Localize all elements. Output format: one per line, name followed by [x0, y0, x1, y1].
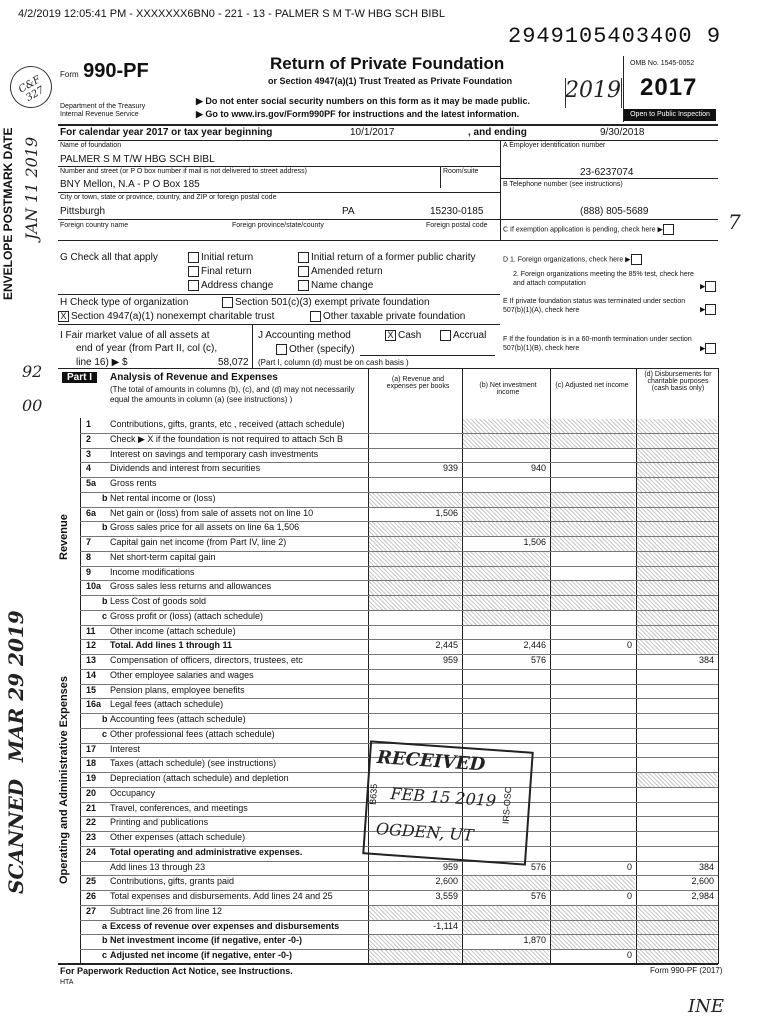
- initial-return-checkbox[interactable]: [188, 252, 199, 263]
- line-label: Income modifications: [110, 566, 195, 577]
- line-label: Net gain or (loss) from sale of assets not on line 10: [110, 507, 314, 518]
- table-row: [58, 507, 718, 522]
- part1-title: Analysis of Revenue and Expenses: [110, 372, 278, 383]
- line-label: Add lines 13 through 23: [110, 861, 206, 872]
- line-label: Compensation of officers, directors, trustees, etc: [110, 655, 303, 666]
- omb-number: OMB No. 1545-0052: [630, 60, 695, 67]
- shaded-cell: [551, 434, 635, 448]
- amended-return-option[interactable]: Amended return: [298, 266, 383, 277]
- status-terminated-checkbox[interactable]: [705, 304, 716, 315]
- shaded-cell: [463, 950, 549, 964]
- city: Pittsburgh: [60, 206, 106, 217]
- line-sub-letter: b: [102, 596, 108, 607]
- shaded-cell: [551, 876, 635, 890]
- shaded-cell: [637, 434, 717, 448]
- line-sub-letter: c: [102, 610, 108, 621]
- section-h-label: H Check type of organization: [60, 297, 189, 308]
- line-label: Excess of revenue over expenses and disbursements: [110, 920, 340, 931]
- ssn-notice: ▶ Do not enter social security numbers on this form as it may be made public.: [196, 96, 530, 106]
- tax-year-end: 9/30/2018: [600, 127, 645, 138]
- table-row: [58, 905, 718, 920]
- shaded-cell: [369, 581, 461, 595]
- shaded-cell: [463, 419, 549, 433]
- line-label: Other income (attach schedule): [110, 625, 236, 636]
- shaded-cell: [637, 596, 717, 610]
- table-row: [58, 949, 718, 964]
- line-label: Interest: [110, 743, 141, 754]
- irs-url-notice: ▶ Go to www.irs.gov/Form990PF for instructions and the latest information.: [196, 109, 520, 119]
- irs-label: Internal Revenue Service: [60, 111, 139, 118]
- shaded-cell: [463, 596, 549, 610]
- calendar-year-label: For calendar year 2017 or tax year beginning: [60, 127, 273, 138]
- form-number-block: [60, 60, 180, 83]
- final-return-option[interactable]: Final return: [188, 266, 252, 277]
- shaded-cell: [369, 522, 461, 536]
- phone-number: (888) 805-5689: [580, 206, 649, 217]
- table-row: [58, 920, 718, 935]
- tax-year-begin: 10/1/2017: [350, 127, 395, 138]
- street-label: Number and street (or P O box number if mail is not delivered to street address): [60, 168, 307, 175]
- scan-header: 4/2/2019 12:05:41 PM - XXXXXXX6BN0 - 221 - 13 - PALMER S M T-W HBG SCH BIBL: [18, 8, 445, 20]
- table-row: [58, 934, 718, 949]
- line-number: 23: [86, 832, 97, 843]
- shaded-cell: [637, 567, 717, 581]
- org-4947-option[interactable]: X Section 4947(a)(1) nonexempt charitable trust: [58, 311, 274, 322]
- line-label: Gross sales less returns and allowances: [110, 581, 272, 592]
- shaded-cell: [637, 921, 717, 935]
- line-label: Dividends and interest from securities: [110, 463, 261, 474]
- section-g-label: G Check all that apply: [60, 252, 158, 263]
- name-change-checkbox[interactable]: [298, 280, 309, 291]
- table-row: [58, 566, 718, 581]
- cash-checkbox[interactable]: X: [385, 330, 396, 341]
- line-number: 24: [86, 846, 97, 857]
- amount-col-c: 0: [626, 950, 632, 961]
- table-row: [58, 861, 718, 876]
- amount-col-a: -1,114: [433, 920, 458, 931]
- table-row: [58, 875, 718, 890]
- shaded-cell: [637, 950, 717, 964]
- table-row: [58, 625, 718, 640]
- shaded-cell: [637, 626, 717, 640]
- shaded-cell: [369, 950, 461, 964]
- line-sub-letter: b: [102, 492, 108, 503]
- scanned-label: SCANNED: [4, 778, 28, 894]
- line-label: Total operating and administrative expenses.: [110, 846, 303, 857]
- foreign-country-label: Foreign country name: [60, 222, 129, 229]
- name-change-option[interactable]: Name change: [298, 280, 373, 291]
- shaded-cell: [463, 434, 549, 448]
- other-method-option[interactable]: Other (specify): [276, 344, 355, 355]
- shaded-cell: [551, 581, 635, 595]
- shaded-cell: [369, 906, 461, 920]
- line-label: Accounting fees (attach schedule): [110, 714, 246, 725]
- margin-note-00: 00: [22, 396, 43, 415]
- line-label: Legal fees (attach schedule): [110, 699, 224, 710]
- form-title: Return of Private Foundation: [270, 54, 505, 73]
- line-label: Gross sales price for all assets on line 6a 1,506: [110, 522, 300, 533]
- received-stamp-side: IRS-OSC: [500, 786, 514, 825]
- line-label: Check ▶ X if the foundation is not required to attach Sch B: [110, 433, 344, 444]
- amended-return-checkbox[interactable]: [298, 266, 309, 277]
- tax-year: 2017: [640, 74, 698, 101]
- amount-col-b: 2,446: [523, 640, 546, 651]
- shaded-cell: [637, 449, 717, 463]
- line-number: 22: [86, 817, 97, 828]
- status-terminated-checkbox-wrap: ▶: [700, 304, 718, 315]
- table-row: [58, 433, 718, 448]
- shaded-cell: [637, 906, 717, 920]
- open-to-public-banner: Open to Public Inspection: [624, 109, 716, 121]
- table-row: [58, 521, 718, 536]
- shaded-cell: [637, 508, 717, 522]
- amount-col-b: 1,870: [523, 935, 546, 946]
- line-sub-letter: b: [102, 714, 108, 725]
- table-row: [58, 610, 718, 625]
- table-row: [58, 580, 718, 595]
- shaded-cell: [637, 463, 717, 477]
- line-number: 3: [86, 448, 92, 459]
- shaded-cell: [637, 537, 717, 551]
- amount-col-a: 2,445: [435, 640, 458, 651]
- line-number: 20: [86, 787, 97, 798]
- termination-checkbox[interactable]: [705, 343, 716, 354]
- line-label: Travel, conferences, and meetings: [110, 802, 248, 813]
- line-label: Pension plans, employee benefits: [110, 684, 245, 695]
- line-number: 1: [86, 419, 92, 429]
- received-stamp-code: B635: [367, 783, 380, 806]
- termination-f: F If the foundation is in a 60-month termination under section 507(b)(1)(B), check here: [503, 336, 692, 352]
- line-label: Other professional fees (attach schedule): [110, 728, 275, 739]
- accrual-option[interactable]: Accrual: [440, 330, 486, 341]
- shaded-cell: [369, 567, 461, 581]
- shaded-cell: [637, 522, 717, 536]
- table-row: [58, 684, 718, 699]
- shaded-cell: [637, 552, 717, 566]
- paperwork-notice: For Paperwork Reduction Act Notice, see Instructions.: [60, 966, 293, 976]
- fmv-line2: end of year (from Part II, col (c),: [76, 343, 218, 354]
- table-row: [58, 654, 718, 669]
- envelope-postmark-date: JAN 11 2019: [22, 136, 41, 240]
- scanned-stamp: [4, 610, 28, 894]
- form-subtitle: or Section 4947(a)(1) Trust Treated as Private Foundation: [268, 76, 513, 86]
- shaded-cell: [551, 906, 635, 920]
- initial-former-checkbox[interactable]: [298, 252, 309, 263]
- foreign-org-checkbox[interactable]: [631, 254, 642, 265]
- foundation-name: PALMER S M T/W HBG SCH BIBL: [60, 154, 215, 165]
- line-label: Subtract line 26 from line 12: [110, 905, 223, 916]
- amount-col-c: 0: [626, 640, 632, 651]
- shaded-cell: [637, 773, 717, 787]
- received-stamp-date: FEB 15 2019: [389, 783, 497, 811]
- amount-col-d: 384: [698, 655, 714, 666]
- line-number: 25: [86, 876, 97, 887]
- table-row: [58, 418, 718, 433]
- org-4947-checkbox[interactable]: X: [58, 311, 69, 322]
- table-row: [58, 448, 718, 463]
- exemption-pending-checkbox[interactable]: [663, 224, 674, 235]
- hta-label: HTA: [60, 979, 74, 986]
- table-row: [58, 669, 718, 684]
- shaded-cell: [369, 596, 461, 610]
- line-label: Gross rents: [110, 478, 157, 489]
- scanned-date: MAR 29 2019: [4, 610, 28, 762]
- address-change-checkbox[interactable]: [188, 280, 199, 291]
- line-label: Net short-term capital gain: [110, 551, 216, 562]
- line-sub-letter: c: [102, 728, 108, 739]
- shaded-cell: [637, 581, 717, 595]
- line-label: Total expenses and disbursements. Add lines 24 and 25: [110, 891, 333, 902]
- foreign-org-d2: 2. Foreign organizations meeting the 85% test, check here and attach computation: [513, 271, 694, 287]
- amount-col-c: 0: [626, 891, 632, 902]
- other-method-checkbox[interactable]: [276, 344, 287, 355]
- line-sub-letter: c: [102, 950, 108, 961]
- amount-col-b: 576: [530, 891, 546, 902]
- handwritten-initials: INE: [688, 996, 724, 1017]
- revenue-side-label: Revenue: [58, 514, 70, 560]
- line-number: 10a: [86, 581, 102, 592]
- handwritten-mark: 7: [728, 210, 741, 234]
- line-label: Printing and publications: [110, 817, 209, 828]
- shaded-cell: [463, 493, 549, 507]
- shaded-cell: [637, 493, 717, 507]
- accounting-method-label: J Accounting method: [258, 330, 351, 341]
- amount-col-a: 3,559: [435, 891, 458, 902]
- line-label: Adjusted net income (if negative, enter -0-): [110, 950, 293, 961]
- termination-checkbox-wrap: ▶: [700, 343, 718, 354]
- room-label: Room/suite: [443, 168, 479, 175]
- line-number: 7: [86, 537, 92, 548]
- line-label: Other expenses (attach schedule): [110, 832, 246, 843]
- line-label: Total. Add lines 1 through 11: [110, 640, 233, 651]
- table-row: [58, 728, 718, 743]
- cash-option[interactable]: X Cash: [385, 330, 421, 341]
- line-label: Capital gain net income (from Part IV, line 2): [110, 537, 287, 548]
- shaded-cell: [463, 611, 549, 625]
- envelope-postmark-stamp: [1, 127, 15, 300]
- table-row: [58, 713, 718, 728]
- shaded-cell: [637, 640, 717, 654]
- line-number: 2: [86, 433, 92, 444]
- shaded-cell: [551, 522, 635, 536]
- amount-col-d: 2,984: [691, 891, 714, 902]
- amount-col-a: 1,506: [435, 507, 458, 518]
- shaded-cell: [551, 921, 635, 935]
- line-sub-letter: a: [102, 920, 108, 931]
- shaded-cell: [463, 567, 549, 581]
- phone-label: B Telephone number (see instructions): [503, 181, 623, 188]
- table-row: [58, 477, 718, 492]
- fmv-line1: I Fair market value of all assets at: [60, 330, 210, 341]
- handwritten-bracket: [565, 78, 622, 108]
- amount-col-a: 939: [442, 463, 458, 474]
- table-row: [58, 492, 718, 507]
- final-return-checkbox[interactable]: [188, 266, 199, 277]
- col-a-header: (a) Revenue and expenses per books: [386, 376, 450, 390]
- zip-code: 15230-0185: [430, 206, 484, 217]
- col-c-header: (c) Adjusted net income: [555, 382, 629, 389]
- expenses-side-label: Operating and Administrative Expenses: [58, 675, 70, 884]
- initial-former-option[interactable]: Initial return of a former public charity: [298, 252, 476, 263]
- ein-label: A Employer identification number: [503, 142, 606, 149]
- amount-col-b: 1,506: [523, 537, 546, 548]
- table-column-divider: [718, 368, 719, 964]
- shaded-cell: [463, 552, 549, 566]
- shaded-cell: [369, 935, 461, 949]
- amount-col-a: 959: [442, 861, 458, 872]
- shaded-cell: [463, 876, 549, 890]
- margin-note-92: 92: [22, 362, 43, 381]
- fmv-line3: line 16) ▶ $: [76, 357, 128, 368]
- table-row: [58, 551, 718, 566]
- cash-basis-note: (Part I, column (d) must be on cash basis ): [258, 358, 409, 367]
- address-change-option[interactable]: Address change: [188, 280, 273, 291]
- org-other-taxable-option[interactable]: Other taxable private foundation: [310, 311, 465, 322]
- line-label: Less Cost of goods sold: [110, 596, 207, 607]
- shaded-cell: [551, 596, 635, 610]
- line-number: 13: [86, 655, 97, 666]
- shaded-cell: [637, 611, 717, 625]
- shaded-cell: [369, 493, 461, 507]
- line-label: Net rental income or (loss): [110, 492, 216, 503]
- street-address: BNY Mellon, N.A - P O Box 185: [60, 179, 200, 190]
- name-label: Name of foundation: [60, 142, 122, 149]
- foreign-postal-label: Foreign postal code: [426, 222, 488, 229]
- line-label: Net investment income (if negative, enter -0-): [110, 935, 303, 946]
- line-number: 16a: [86, 699, 102, 710]
- org-other-taxable-checkbox[interactable]: [310, 311, 321, 322]
- shaded-cell: [551, 493, 635, 507]
- col-b-header: (b) Net investment income: [479, 382, 537, 396]
- received-stamp-title: RECEIVED: [376, 746, 486, 776]
- envelope-postmark-label: ENVELOPE POSTMARK DATE: [1, 127, 15, 300]
- line-sub-letter: b: [102, 935, 108, 946]
- line-sub-letter: b: [102, 522, 108, 533]
- shaded-cell: [463, 522, 549, 536]
- part1-tag: Part I: [62, 372, 97, 383]
- line-number: 26: [86, 891, 97, 902]
- shaded-cell: [369, 537, 461, 551]
- document-locator-number: 2949105403400 9: [508, 24, 722, 49]
- line-label: Interest on savings and temporary cash investments: [110, 448, 319, 459]
- amount-col-d: 384: [698, 861, 714, 872]
- foreign-org-d1: D 1. Foreign organizations, check here ▶: [503, 254, 644, 265]
- fmv-value: 58,072: [218, 357, 249, 368]
- line-number: 4: [86, 463, 92, 474]
- received-stamp: [362, 740, 534, 865]
- received-stamp-city: OGDEN, UT: [375, 819, 475, 845]
- corner-circle-stamp: C&F 327: [2, 58, 59, 115]
- line-number: 15: [86, 684, 97, 695]
- shaded-cell: [637, 419, 717, 433]
- org-501c3-option[interactable]: Section 501(c)(3) exempt private foundation: [222, 297, 430, 308]
- line-number: 5a: [86, 478, 97, 489]
- shaded-cell: [463, 508, 549, 522]
- shaded-cell: [551, 537, 635, 551]
- and-ending-label: , and ending: [468, 127, 527, 138]
- line-label: Other employee salaries and wages: [110, 669, 254, 680]
- table-row: [58, 462, 718, 477]
- line-number: 9: [86, 566, 92, 577]
- exemption-pending-label: C If exemption application is pending, check here ▶: [503, 224, 676, 235]
- foreign-85-checkbox-wrap: ▶: [700, 281, 718, 292]
- line-label: Contributions, gifts, grants paid: [110, 876, 235, 887]
- foreign-province-label: Foreign province/state/county: [232, 222, 324, 229]
- city-label: City or town, state or province, country, and ZIP or foreign postal code: [60, 194, 277, 201]
- line-number: 6a: [86, 507, 97, 518]
- line-number: 11: [86, 625, 96, 636]
- treasury-dept: Department of the Treasury: [60, 103, 146, 110]
- shaded-cell: [551, 935, 635, 949]
- line-number: 18: [86, 758, 97, 769]
- line-number: 19: [86, 773, 97, 784]
- line-number: 27: [86, 905, 97, 916]
- initial-return-option[interactable]: Initial return: [188, 252, 253, 263]
- shaded-cell: [463, 581, 549, 595]
- shaded-cell: [637, 478, 717, 492]
- amount-col-a: 959: [442, 655, 458, 666]
- line-label: Depreciation (attach schedule) and depletion: [110, 773, 289, 784]
- line-number: 8: [86, 551, 92, 562]
- form-label: Form: [60, 70, 79, 79]
- form-footer-id: Form 990-PF (2017): [650, 966, 723, 975]
- ein-value: 23-6237074: [580, 167, 634, 178]
- amount-col-b: 576: [530, 655, 546, 666]
- table-row: [58, 536, 718, 551]
- shaded-cell: [637, 935, 717, 949]
- handwritten-year: 2019: [565, 78, 621, 103]
- accrual-checkbox[interactable]: [440, 330, 451, 341]
- table-row: [58, 639, 718, 654]
- amount-col-b: 576: [530, 861, 546, 872]
- org-501c3-checkbox[interactable]: [222, 297, 233, 308]
- shaded-cell: [551, 508, 635, 522]
- amount-col-a: 2,600: [435, 876, 458, 887]
- line-number: 21: [86, 802, 97, 813]
- line-number: 12: [86, 640, 97, 651]
- part1-description: (The total of amounts in columns (b), (c), and (d) may not necessarily equal the amounts in column (a) (see instructions) ): [110, 385, 355, 404]
- col-d-header: (d) Disbursements for charitable purposes (cash basis only): [644, 371, 712, 392]
- state: PA: [342, 206, 355, 217]
- amount-col-c: 0: [626, 861, 632, 872]
- part1-table: [58, 418, 718, 964]
- line-label: Occupancy: [110, 787, 156, 798]
- line-label: Contributions, gifts, grants, etc , received (attach schedule): [110, 419, 345, 429]
- foreign-85-checkbox[interactable]: [705, 281, 716, 292]
- line-number: 14: [86, 669, 97, 680]
- amount-col-b: 940: [530, 463, 546, 474]
- status-terminated-e: E If private foundation status was terminated under section 507(b)(1)(A), check here: [503, 298, 686, 314]
- line-number: 17: [86, 743, 97, 754]
- shaded-cell: [369, 552, 461, 566]
- amount-col-d: 2,600: [691, 876, 714, 887]
- shaded-cell: [463, 921, 549, 935]
- table-row: [58, 698, 718, 713]
- table-row: [58, 595, 718, 610]
- shaded-cell: [551, 419, 635, 433]
- table-row: [58, 890, 718, 905]
- shaded-cell: [463, 906, 549, 920]
- form-number: 990-PF: [83, 60, 149, 82]
- line-label: Gross profit or (loss) (attach schedule): [110, 610, 264, 621]
- line-label: Taxes (attach schedule) (see instructions): [110, 758, 277, 769]
